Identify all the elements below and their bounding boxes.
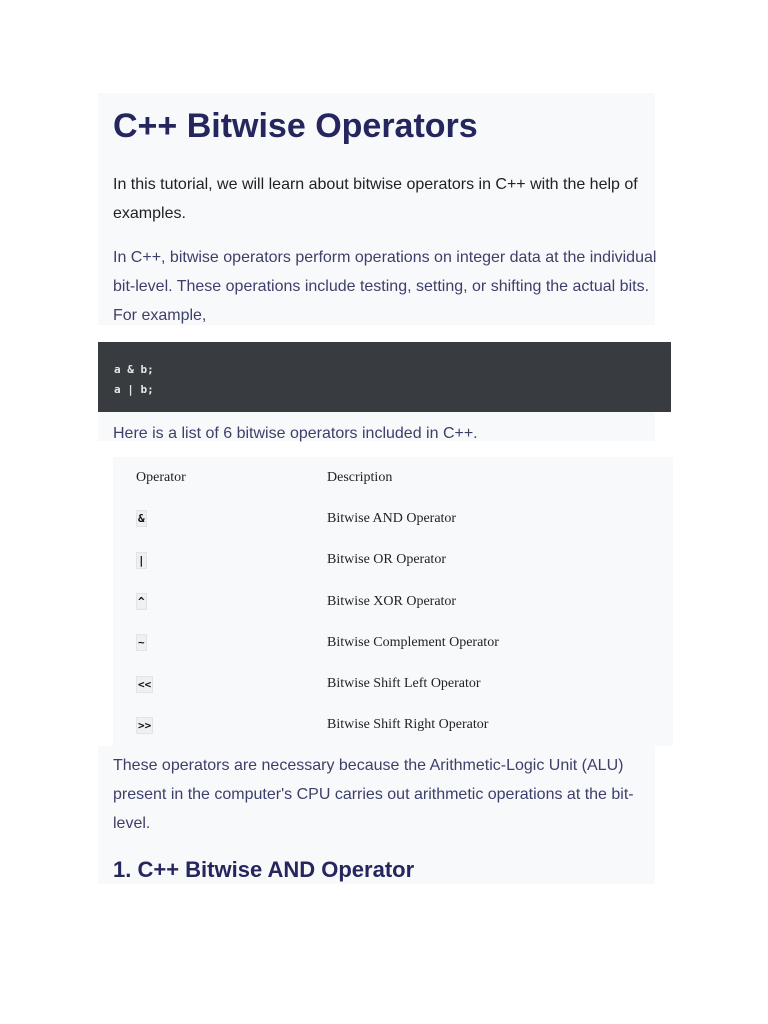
column-header-description: Description <box>327 469 393 485</box>
operator-code: & <box>138 512 145 526</box>
column-header-operator: Operator <box>136 469 186 485</box>
operator-cell <box>113 663 327 704</box>
table-row <box>113 705 673 746</box>
description-cell: Bitwise OR Operator <box>327 552 446 568</box>
table-row <box>113 622 673 663</box>
page-title: C++ Bitwise Operators <box>113 107 478 145</box>
operator-code: >> <box>138 718 152 732</box>
operator-cell <box>113 581 327 622</box>
table-row <box>113 663 673 704</box>
description-paragraph: In C++, bitwise operators perform operations on integer data at the individual bit-level. These operations include testing, setting, or shifting the actual bits. For example, <box>113 249 657 324</box>
operator-cell <box>113 705 327 746</box>
operator-cell <box>113 622 327 663</box>
description-cell: Bitwise Complement Operator <box>327 634 499 650</box>
code-line: a | b; <box>114 383 154 396</box>
code-line: a & b; <box>114 363 154 376</box>
operators-table <box>113 457 673 746</box>
description-cell: Bitwise AND Operator <box>327 510 457 526</box>
description-cell: Bitwise Shift Left Operator <box>327 676 481 692</box>
list-intro-paragraph: Here is a list of 6 bitwise operators included in C++. <box>113 425 478 442</box>
operator-code: << <box>138 677 152 691</box>
description-cell: Bitwise Shift Right Operator <box>327 717 489 733</box>
table-row <box>113 498 673 539</box>
section-heading: 1. C++ Bitwise AND Operator <box>113 857 415 882</box>
description-cell: Bitwise XOR Operator <box>327 593 457 609</box>
table-header-row <box>113 457 673 498</box>
operator-cell <box>113 498 327 539</box>
code-block <box>98 342 671 412</box>
operator-cell <box>113 540 327 581</box>
operator-code: ~ <box>138 636 145 650</box>
table-row <box>113 540 673 581</box>
alu-paragraph: These operators are necessary because the Arithmetic-Logic Unit (ALU) present in the computer's CPU carries out arithmetic operations at the bit-level. <box>113 757 634 832</box>
intro-paragraph: In this tutorial, we will learn about bitwise operators in C++ with the help of examples. <box>113 176 638 222</box>
operator-code: ^ <box>138 595 145 609</box>
table-row <box>113 581 673 622</box>
operator-code: | <box>138 553 145 567</box>
